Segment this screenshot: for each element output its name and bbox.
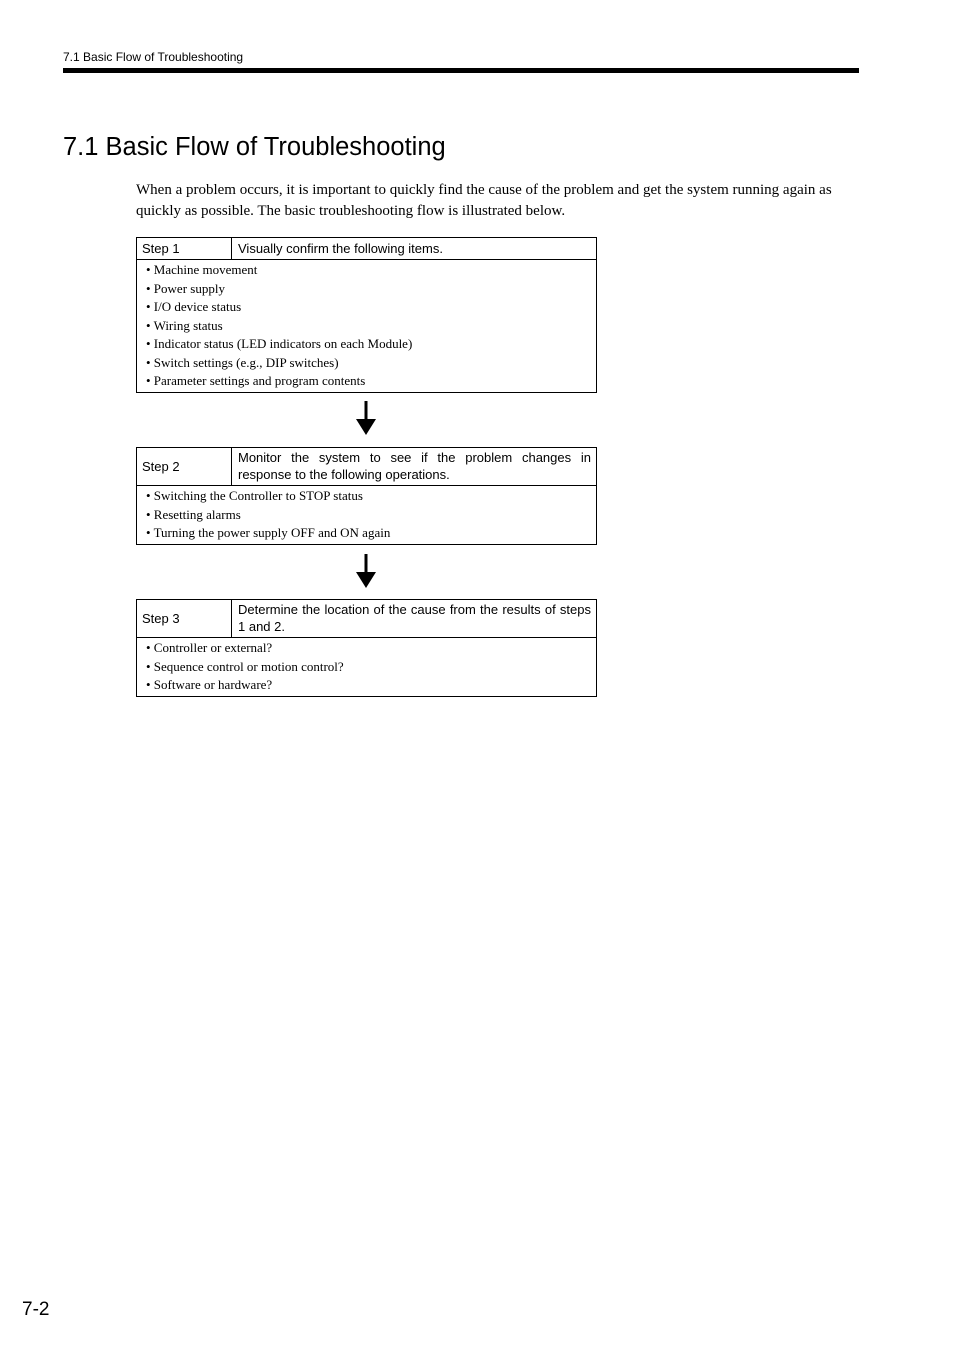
list-item: • Resetting alarms (146, 506, 241, 522)
list-item: • Power supply (146, 280, 225, 296)
step-1-box (136, 237, 597, 393)
section-title: 7.1 Basic Flow of Troubleshooting (63, 133, 446, 161)
flow-arrow-down-icon (356, 554, 376, 588)
list-item: • Controller or external? (146, 640, 273, 655)
list-item: • Indicator status (LED indicators on each Module) (146, 336, 413, 351)
step-1-checklist (137, 260, 596, 392)
step-2-box (136, 447, 597, 545)
header-rule (63, 68, 859, 73)
list-item: • Switch settings (e.g., DIP switches) (146, 354, 339, 370)
page-number: 7-2 (22, 1299, 50, 1320)
list-item: • Machine movement (146, 262, 258, 277)
list-item: • Switching the Controller to STOP status (146, 488, 363, 503)
list-item: • Wiring status (146, 317, 223, 333)
step-2-checklist (137, 486, 596, 544)
step-3-label: Step 3 (137, 600, 232, 637)
list-item: • Sequence control or motion control? (146, 658, 344, 674)
step-1-title: Visually confirm the following items. (238, 241, 443, 256)
list-item: • Software or hardware? (146, 677, 273, 692)
step-2-label: Step 2 (137, 448, 232, 485)
step-2-header (137, 448, 596, 486)
list-item: • I/O device status (146, 299, 242, 314)
list-item: • Parameter settings and program contents (146, 373, 366, 388)
step-3-box (136, 599, 597, 697)
step-2-title: Monitor the system to see if the problem changes in response to the following operations. (238, 450, 591, 482)
intro-paragraph: When a problem occurs, it is important to quickly find the cause of the problem and get the system running again as quickly as possible. The basic troubleshooting flow is illustrated below. (136, 182, 832, 219)
step-3-title: Determine the location of the cause from the results of steps 1 and 2. (238, 602, 591, 634)
step-3-header (137, 600, 596, 638)
step-1-label: Step 1 (137, 238, 232, 259)
list-item: • Turning the power supply OFF and ON again (146, 525, 391, 540)
flow-arrow-down-icon (356, 401, 376, 435)
running-header: 7.1 Basic Flow of Troubleshooting (63, 50, 244, 64)
step-1-header (137, 238, 596, 260)
step-3-checklist (137, 638, 596, 696)
